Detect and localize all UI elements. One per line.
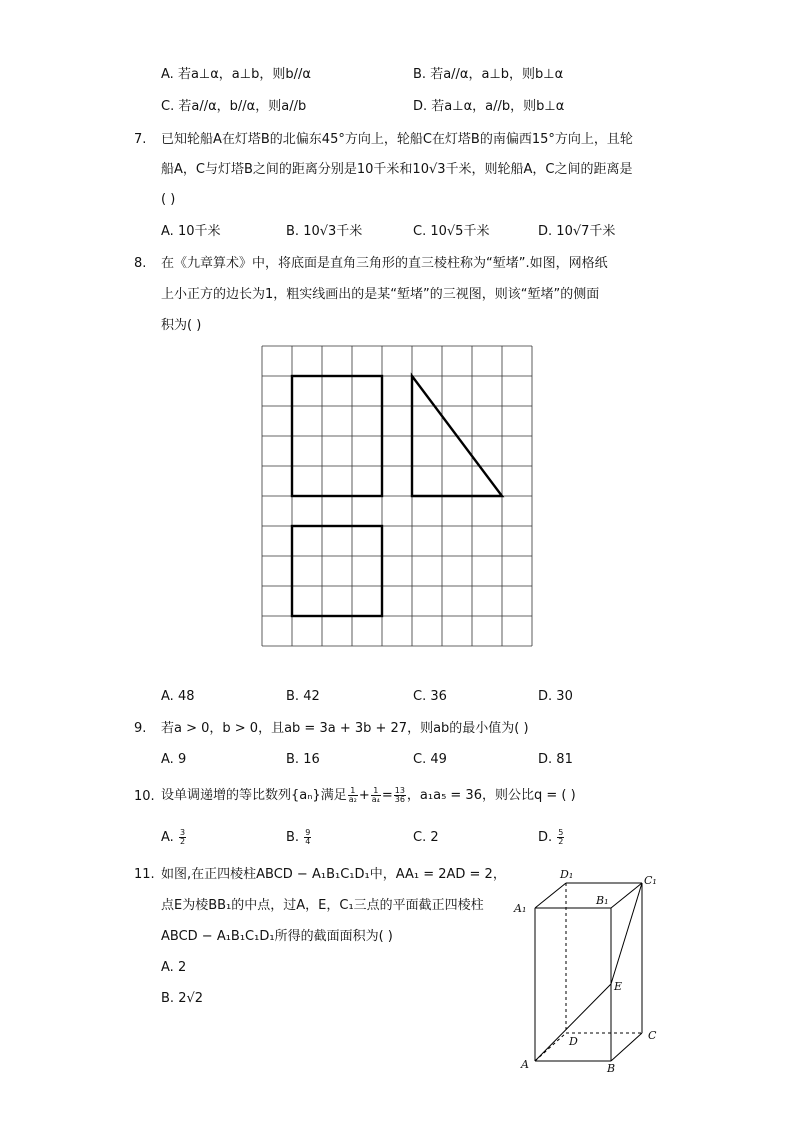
- q9-number: 9.: [134, 721, 147, 736]
- label-c1: C₁: [644, 874, 657, 887]
- q8-line-1: 在《九章算术》中，将底面是直角三角形的直三棱柱称为“堑堵”.如图，网格纸: [161, 256, 608, 271]
- q6-option-d[interactable]: [413, 98, 564, 116]
- fraction-3: $\frac{13}{36}$: [394, 786, 405, 804]
- option-fraction: $\frac{5}{2}$: [558, 828, 564, 846]
- option-text: 36: [430, 689, 447, 704]
- option-fraction: $\frac{3}{2}$: [179, 828, 186, 846]
- q9-text: 若a > 0，b > 0，且ab = 3a + 3b + 27，则ab的最小值为( ): [161, 721, 529, 736]
- q8-line-2: 上小正方的边长为1，粗实线画出的是某“堑堵”的三视图，则该“堑堵”的侧面: [161, 287, 600, 302]
- segment-a-e: [535, 984, 611, 1061]
- q7-number: 7.: [134, 132, 147, 147]
- option-label: A.: [161, 67, 174, 82]
- option-label: A.: [161, 752, 174, 767]
- option-label: B.: [413, 67, 427, 82]
- option-text: 16: [303, 752, 320, 767]
- option-text: 若a//α，a⊥b，则b⊥α: [430, 67, 564, 82]
- option-label: B.: [286, 689, 300, 704]
- q10-number: 10.: [134, 789, 155, 804]
- q10-text: [161, 782, 576, 810]
- label-a: A: [521, 1058, 529, 1071]
- q6-option-b[interactable]: [413, 66, 563, 84]
- option-label: C.: [413, 689, 427, 704]
- option-label: B.: [286, 224, 300, 239]
- option-text: 若a//α，b//α，则a//b: [178, 99, 307, 114]
- label-d1: D₁: [560, 868, 574, 881]
- q8-option-a[interactable]: [161, 688, 194, 706]
- option-label: C.: [413, 752, 427, 767]
- q11-option-a[interactable]: [161, 959, 186, 977]
- option-label: D.: [538, 689, 553, 704]
- q7-option-a[interactable]: [161, 223, 220, 241]
- plus-sign: +: [358, 788, 370, 803]
- segment-e-c1: [611, 883, 642, 984]
- q8-option-d[interactable]: [538, 688, 573, 706]
- option-label: D.: [538, 224, 553, 239]
- option-text: 81: [556, 752, 573, 767]
- prism-figure: [510, 862, 670, 1077]
- label-d: D: [569, 1035, 578, 1048]
- option-text: 若a⊥α，a⊥b，则b//α: [177, 67, 311, 82]
- q10-text-b: ，a₁a₅ = 36，则公比q = ( ): [406, 788, 576, 803]
- option-label: A.: [161, 830, 174, 845]
- q8-option-b[interactable]: [286, 688, 320, 706]
- option-label: A.: [161, 960, 174, 975]
- q10-text-a: 设单调递增的等比数列{aₙ}满足: [161, 788, 347, 803]
- q7-line-3: ( ): [161, 192, 176, 207]
- q10-option-a[interactable]: [161, 824, 187, 852]
- label-c: C: [648, 1029, 657, 1042]
- option-text: 2: [430, 830, 439, 845]
- q11-option-b[interactable]: [161, 990, 203, 1008]
- q9-option-d[interactable]: [538, 751, 573, 769]
- option-label: A.: [161, 689, 174, 704]
- option-fraction: $\frac{9}{4}$: [305, 828, 311, 846]
- q6-option-c[interactable]: [161, 98, 306, 116]
- q7-option-c[interactable]: [413, 223, 489, 241]
- option-label: B.: [161, 991, 175, 1006]
- option-label: C.: [413, 830, 427, 845]
- equals-sign: =: [381, 788, 393, 803]
- q7-option-b[interactable]: [286, 223, 362, 241]
- label-b1: B₁: [596, 894, 609, 907]
- option-text: 10√3千米: [303, 224, 363, 239]
- option-text: 2: [177, 960, 187, 975]
- q8-option-c[interactable]: [413, 688, 447, 706]
- option-text: 10√7千米: [556, 224, 616, 239]
- q7-line-2: 船A，C与灯塔B之间的距离分别是10千米和10√3千米，则轮船A，C之间的距离是: [161, 162, 633, 177]
- option-label: B.: [286, 830, 300, 845]
- option-text: 49: [430, 752, 447, 767]
- option-label: D.: [413, 99, 428, 114]
- fraction-1: $\frac{1}{\text{a₂}}$: [348, 786, 357, 804]
- edge-a-d: [535, 1033, 566, 1061]
- edge-b-c: [611, 1033, 642, 1061]
- q9-option-c[interactable]: [413, 751, 447, 769]
- edge-b1-c1: [611, 883, 642, 908]
- q7-line-1: 已知轮船A在灯塔B的北偏东45°方向上，轮船C在灯塔B的南偏西15°方向上，且轮: [161, 132, 633, 147]
- option-text: 10√5千米: [430, 224, 490, 239]
- option-label: C.: [413, 224, 427, 239]
- q6-option-a[interactable]: [161, 66, 311, 84]
- q7-option-d[interactable]: [538, 223, 615, 241]
- option-text: 30: [556, 689, 573, 704]
- q10-option-c[interactable]: [413, 829, 439, 847]
- label-a1: A₁: [514, 902, 527, 915]
- q8-number: 8.: [134, 256, 147, 271]
- q11-line-1: 如图,在正四棱柱ABCD − A₁B₁C₁D₁中，AA₁ = 2AD = 2，: [161, 867, 506, 882]
- q9-option-a[interactable]: [161, 751, 186, 769]
- q9-option-b[interactable]: [286, 751, 320, 769]
- q8-line-3: 积为( ): [161, 318, 202, 333]
- label-e: E: [614, 980, 623, 993]
- q11-number: 11.: [134, 867, 155, 882]
- option-label: D.: [538, 752, 553, 767]
- fraction-2: $\frac{1}{\text{a₄}}$: [371, 786, 380, 804]
- option-text: 若a⊥α，a//b，则b⊥α: [431, 99, 565, 114]
- option-text: 48: [177, 689, 195, 704]
- q11-line-2: 点E为棱BB₁的中点，过A，E，C₁三点的平面截正四棱柱: [161, 898, 484, 913]
- option-text: 9: [177, 752, 187, 767]
- three-view-grid-figure: [258, 342, 538, 650]
- option-label: B.: [286, 752, 300, 767]
- q10-option-d[interactable]: [538, 824, 565, 852]
- top-view-rectangle: [292, 526, 382, 616]
- option-label: C.: [161, 99, 175, 114]
- edge-a1-d1: [535, 883, 566, 908]
- option-label: D.: [538, 830, 553, 845]
- option-text: 2√2: [178, 991, 204, 1006]
- option-text: 42: [303, 689, 320, 704]
- q11-line-3: ABCD − A₁B₁C₁D₁所得的截面面积为( ): [161, 929, 393, 944]
- option-text: 10千米: [177, 224, 221, 239]
- q10-option-b[interactable]: [286, 824, 312, 852]
- option-label: A.: [161, 224, 174, 239]
- label-b: B: [607, 1062, 616, 1075]
